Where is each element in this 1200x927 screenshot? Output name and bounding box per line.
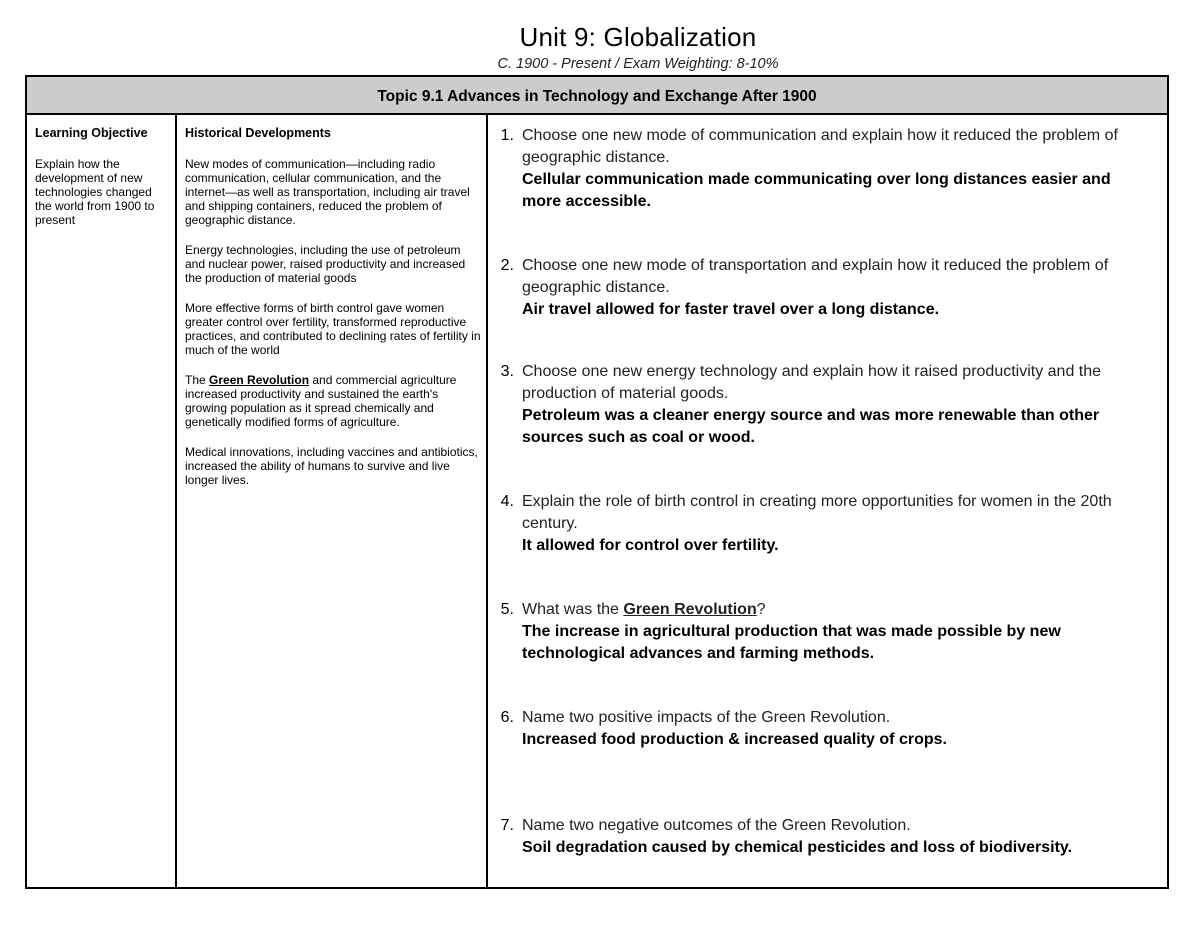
topic-table [25, 75, 1169, 889]
page-subtitle: C. 1900 - Present / Exam Weighting: 8-10% [497, 56, 779, 72]
question-text: Name two negative outcomes of the Green Revolution. [522, 817, 911, 834]
answer-text: It allowed for control over fertility. [522, 537, 779, 554]
page-title: Unit 9: Globalization [519, 22, 757, 52]
question-text: Choose one new mode of transportation and explain how it reduced the problem of geographic distance. [522, 257, 1109, 296]
answer-text: Air travel allowed for faster travel over a long distance. [522, 301, 940, 318]
development-medical: Medical innovations, including vaccines and antibiotics, increased the ability of humans to survive and live longer lives. [185, 445, 478, 487]
questions-column [488, 115, 1167, 887]
topic-header-bar [27, 77, 1167, 115]
answer-text: Soil degradation caused by chemical pesticides and loss of biodiversity. [522, 839, 1073, 856]
answer-text: Cellular communication made communicating over long distances easier and more accessible. [522, 171, 1111, 210]
development-green-revolution [185, 373, 482, 429]
question-text: Name two positive impacts of the Green Revolution. [522, 709, 891, 726]
answer-text: The increase in agricultural production that was made possible by new technological advances and farming methods. [522, 623, 1061, 662]
topic-title: Topic 9.1 Advances in Technology and Exchange After 1900 [377, 88, 817, 105]
question-number: 5. [500, 601, 514, 618]
question-text: Choose one new energy technology and explain how it raised productivity and the production of material goods. [522, 363, 1102, 402]
learning-objective-text: Explain how the development of new technologies changed the world from 1900 to present [35, 157, 155, 227]
development-energy: Energy technologies, including the use of petroleum and nuclear power, raised productivity and increased the production of material goods [185, 243, 466, 285]
question-text [522, 599, 1152, 621]
historical-developments-column [177, 115, 488, 887]
question-number: 2. [500, 257, 514, 274]
development-birth-control: More effective forms of birth control gave women greater control over fertility, transformed reproductive practices, and contributed to declining rates of fertility in much of the world [185, 301, 481, 357]
answer-text: Petroleum was a cleaner energy source and was more renewable than other sources such as coal or wood. [522, 407, 1100, 446]
question-number: 4. [500, 493, 514, 510]
question-item [500, 255, 1152, 321]
question-number: 1. [500, 127, 514, 144]
green-revolution-term: Green Revolution [623, 601, 757, 618]
green-revolution-term: Green Revolution [209, 373, 310, 387]
learning-objective-heading: Learning Objective [35, 126, 148, 140]
learning-objective-column [27, 115, 177, 887]
green-revolution-prefix: The [185, 373, 210, 387]
question-item [500, 815, 1152, 859]
question-text: Explain the role of birth control in creating more opportunities for women in the 20th century. [522, 493, 1112, 532]
question-item [500, 361, 1152, 449]
green-revolution-suffix: and commercial agriculture increased productivity and sustained the earth's growing population as it spread chemically and genetically modified forms of agriculture. [185, 373, 457, 429]
historical-developments-heading: Historical Developments [185, 126, 331, 140]
historical-developments-list [185, 157, 482, 503]
question-text: Choose one new mode of communication and explain how it reduced the problem of geographic distance. [522, 127, 1118, 166]
question-item [500, 125, 1152, 213]
answer-text: Increased food production & increased quality of crops. [522, 731, 947, 748]
question-number: 7. [500, 817, 514, 834]
question-item [500, 491, 1152, 557]
development-communication: New modes of communication—including radio communication, cellular communication, and the internet—as well as transportation, including air travel and shipping containers, reduced the problem of geographic distance. [185, 157, 470, 227]
question-item [500, 707, 1152, 751]
question-prefix: What was the [522, 601, 624, 618]
question-number: 6. [500, 709, 514, 726]
question-item [500, 599, 1152, 665]
question-number: 3. [500, 363, 514, 380]
question-suffix: ? [756, 601, 766, 618]
